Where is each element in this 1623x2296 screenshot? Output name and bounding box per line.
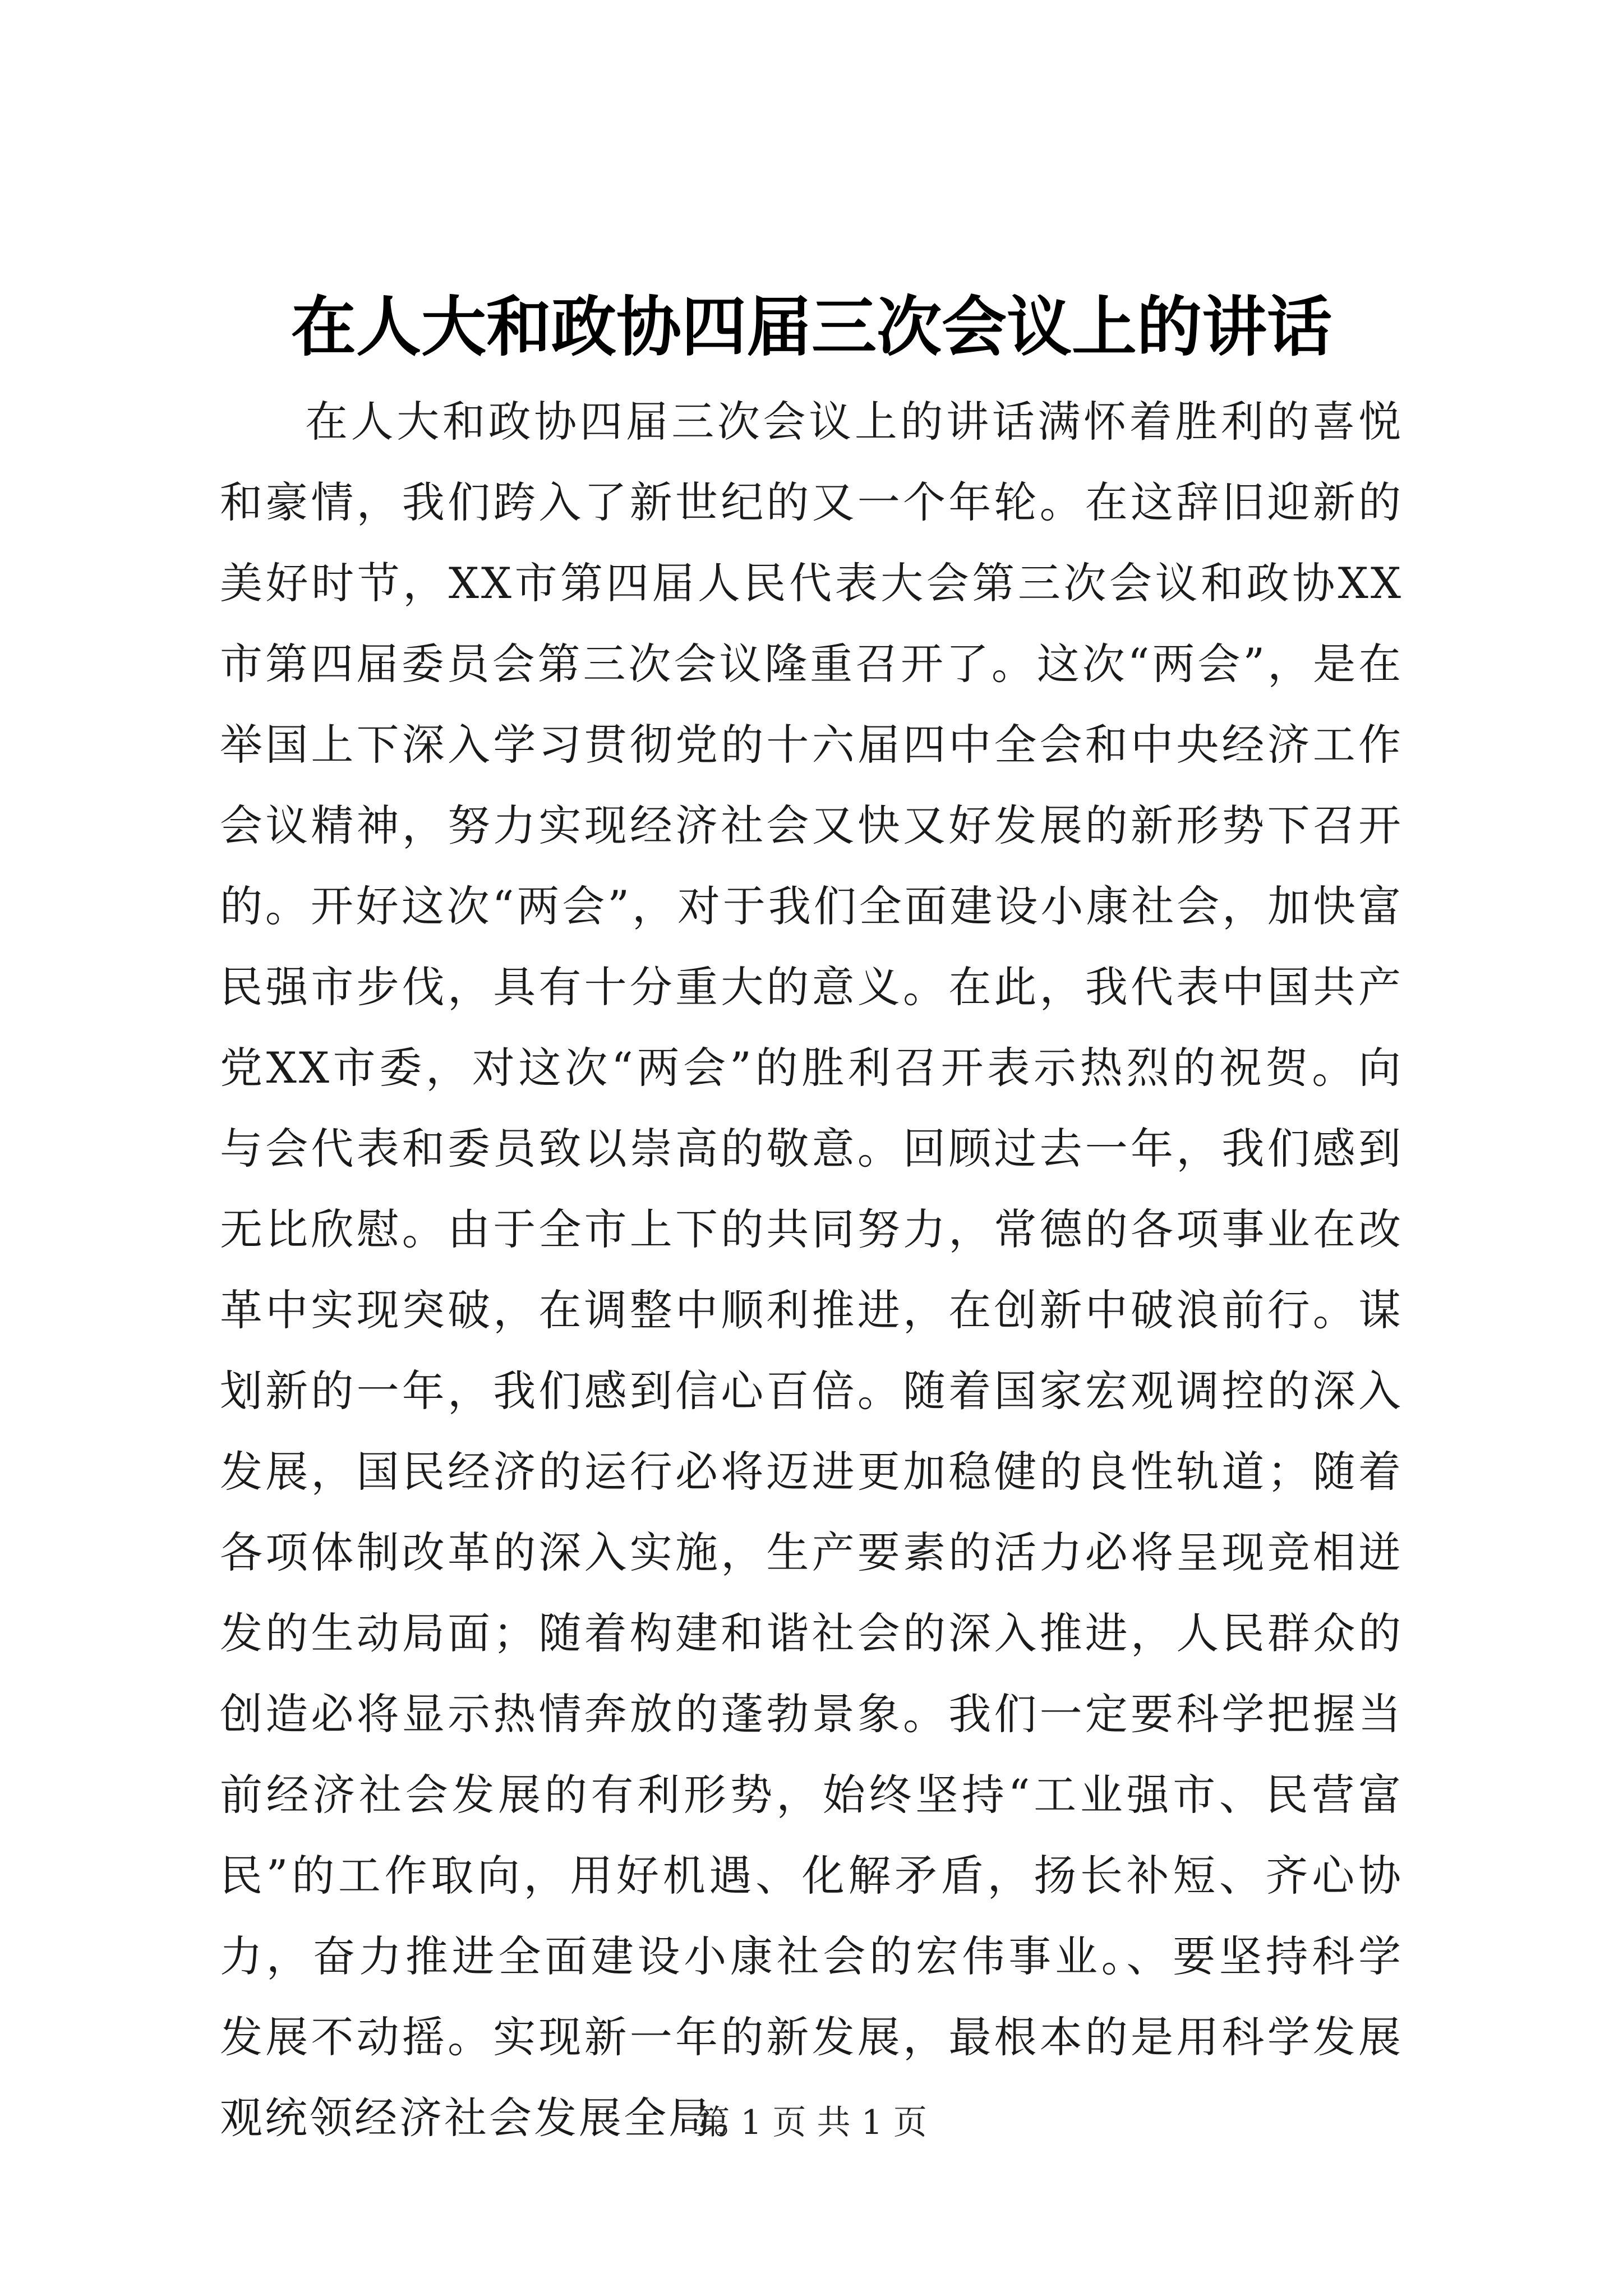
page-number-footer: 第 1 页 共 1 页 — [696, 2103, 927, 2142]
document-title: 在人大和政协四届三次会议上的讲话 — [291, 289, 1332, 365]
document-body-paragraph: 在人大和政协四届三次会议上的讲话满怀着胜利的喜悦和豪情，我们跨入了新世纪的又一个年轮。在这辞旧迎新的美好时节，XX市第四届人民代表大会第三次会议和政协XX市第四届委员会第三次会议隆重召开了。这次“两会”，是在举国上下深入学习贯彻党的十六届四中全会和中央经济工作会议精神，努力实现经济社会又快又好发展的新形势下召开的。开好这次“两会”，对于我们全面建设小康社会，加快富民强市步伐，具有十分重大的意义。在此，我代表中国共产党XX市委，对这次“两会”的胜利召开表示热烈的祝贺。向与会代表和委员致以崇高的敬意。回顾过去一年，我们感到无比欣慰。由于全市上下的共同努力，常德的各项事业在改革中实现突破，在调整中顺利推进，在创新中破浪前行。谋划新的一年，我们感到信心百倍。随着国家宏观调控的深入发展，国民经济的运行必将迈进更加稳健的良性轨道；随着各项体制改革的深入实施，生产要素的活力必将呈现竞相迸发的生动局面；随着构建和谐社会的深入推进，人民群众的创造必将显示热情奔放的蓬勃景象。我们一定要科学把握当前经济社会发展的有利形势，始终坚持“工业强市、民营富民”的工作取向，用好机遇、化解矛盾，扬长补短、齐心协力，奋力推进全面建设小康社会的宏伟事业。、要坚持科学发展不动摇。实现新一年的新发展，最根本的是用科学发展观统领经济社会发展全局。 — [220, 397, 1403, 2143]
